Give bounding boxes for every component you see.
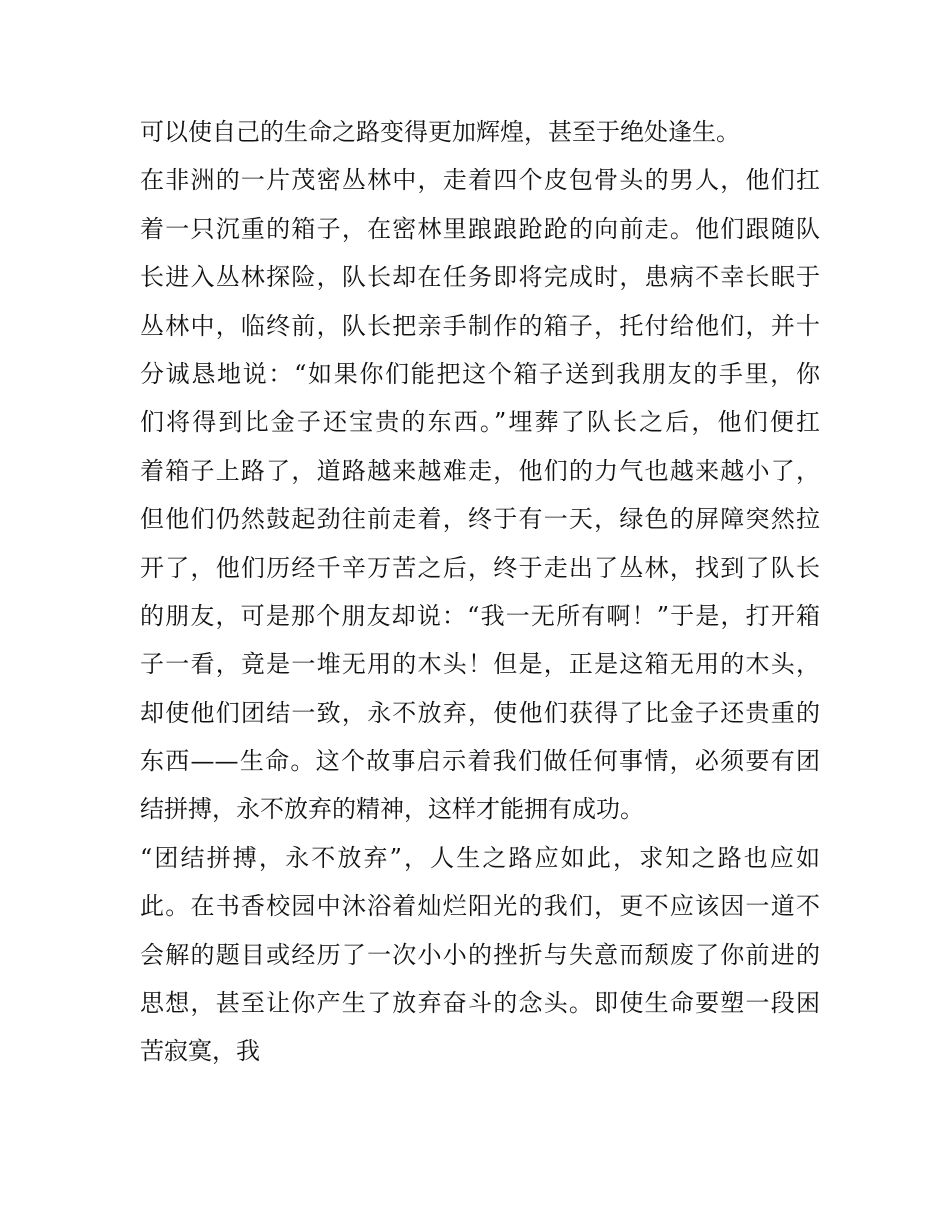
text-line: “团结拼搏，永不放弃”，人生之路应如此，求知之路也应如	[140, 843, 820, 872]
text-line: 长进入丛林探险，队长却在任务即将完成时，患病不幸长眠于	[140, 263, 820, 292]
text-line: 此。在书香校园中沐浴着灿烂阳光的我们，更不应该因一道不	[140, 892, 820, 921]
text-line: 但他们仍然鼓起劲往前走着，终于有一天，绿色的屏障突然拉	[140, 505, 820, 534]
text-line: 子一看，竟是一堆无用的木头！但是，正是这箱无用的木头，	[140, 650, 820, 679]
body-text	[140, 108, 820, 1076]
text-line: 分诚恳地说：“如果你们能把这个箱子送到我朋友的手里，你	[140, 359, 820, 388]
text-line: 着一只沉重的箱子，在密林里踉踉跄跄的向前走。他们跟随队	[140, 214, 820, 243]
text-line: 可以使自己的生命之路变得更加辉煌，甚至于绝处逢生。	[140, 118, 740, 146]
text-line: 结拼搏，永不放弃的精神，这样才能拥有成功。	[140, 795, 644, 824]
text-line: 们将得到比金子还宝贵的东西。”埋葬了队长之后，他们便扛	[140, 408, 820, 437]
text-line: 着箱子上路了，道路越来越难走，他们的力气也越来越小了，	[140, 456, 820, 485]
text-line: 会解的题目或经历了一次小小的挫折与失意而颓废了你前进的	[140, 940, 820, 969]
text-line: 思想，甚至让你产生了放弃奋斗的念头。即使生命要塑一段困	[140, 989, 820, 1018]
text-line: 苦寂寞，我	[140, 1037, 260, 1066]
text-line: 却使他们团结一致，永不放弃，使他们获得了比金子还贵重的	[140, 698, 820, 727]
text-line: 东西——生命。这个故事启示着我们做任何事情，必须要有团	[140, 747, 820, 776]
text-line: 在非洲的一片茂密丛林中，走着四个皮包骨头的男人，他们扛	[140, 166, 820, 195]
text-line: 的朋友，可是那个朋友却说：“我一无所有啊！”于是，打开箱	[140, 601, 820, 630]
text-line: 丛林中，临终前，队长把亲手制作的箱子，托付给他们，并十	[140, 311, 820, 340]
text-line: 开了，他们历经千辛万苦之后，终于走出了丛林，找到了队长	[140, 553, 820, 582]
